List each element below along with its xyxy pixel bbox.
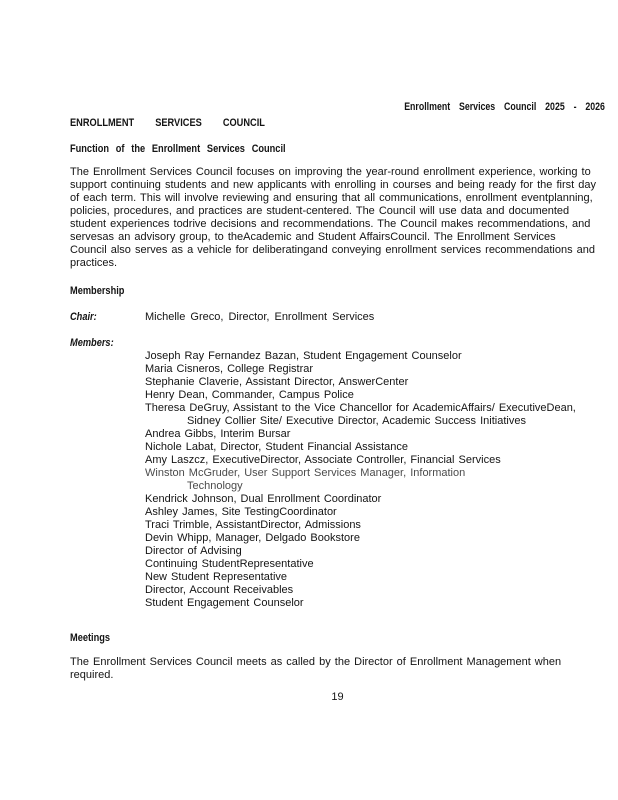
member-line: Winston McGruder, User Support Services Manager, Information xyxy=(145,467,466,479)
running-header-text: Enrollment Services Council 2025 - 2026 xyxy=(404,101,605,113)
member-line: New Student Representative xyxy=(145,571,288,583)
chair-label: Chair: xyxy=(70,311,97,323)
member-line: Amy Laszcz, ExecutiveDirector, Associate Controller, Financial Services xyxy=(145,454,501,466)
member-line: Maria Cisneros, College Registrar xyxy=(145,363,314,375)
member-line: Kendrick Johnson, Dual Enrollment Coordinator xyxy=(145,493,382,505)
page-number: 19 xyxy=(331,691,344,703)
paragraph-line: practices. xyxy=(70,257,118,269)
meetings-paragraph-line: The Enrollment Services Council meets as called by the Director of Enrollment Management when xyxy=(70,656,562,668)
membership-heading xyxy=(70,285,135,297)
function-heading-text: Function of the Enrollment Services Council xyxy=(70,143,286,155)
paragraph-line: The Enrollment Services Council focuses on improving the year-round enrollment experience, working to xyxy=(70,166,591,178)
document-title xyxy=(70,117,302,129)
membership-heading-text: Membership xyxy=(70,285,125,297)
paragraph-line: of each term. This will involve reviewing and ensuring that all communications, enrollment eventplanning, xyxy=(70,192,593,204)
member-line: Student Engagement Counselor xyxy=(145,597,304,609)
paragraph-line: policies, procedures, and practices are student-centered. The Council will use data and documented xyxy=(70,205,570,217)
member-line: Director, Account Receivables xyxy=(145,584,294,596)
function-paragraph xyxy=(70,166,618,270)
member-line-continuation: Sidney Collier Site/ Executive Director, Academic Success Initiatives xyxy=(187,415,526,427)
member-line: Joseph Ray Fernandez Bazan, Student Engagement Counselor xyxy=(145,350,462,362)
meetings-paragraph xyxy=(70,656,618,682)
paragraph-line: student experiences todrive decisions and recommendations. The Council makes recommendations, and xyxy=(70,218,591,230)
member-list xyxy=(145,350,605,610)
document-title-text: ENROLLMENT SERVICES COUNCIL xyxy=(70,117,265,129)
member-line: Director of Advising xyxy=(145,545,242,557)
paragraph-line: servesas an advisory group, to theAcademic and Student AffairsCouncil. The Enrollment Services xyxy=(70,231,556,243)
member-line: Henry Dean, Commander, Campus Police xyxy=(145,389,354,401)
member-line: Stephanie Claverie, Assistant Director, AnswerCenter xyxy=(145,376,409,388)
meetings-paragraph-line: required. xyxy=(70,669,114,681)
member-line: Ashley James, Site TestingCoordinator xyxy=(145,506,337,518)
member-line-continuation: Technology xyxy=(187,480,243,492)
meetings-heading-text: Meetings xyxy=(70,632,111,644)
member-line: Andrea Gibbs, Interim Bursar xyxy=(145,428,291,440)
member-line: Devin Whipp, Manager, Delgado Bookstore xyxy=(145,532,360,544)
member-line: Continuing StudentRepresentative xyxy=(145,558,314,570)
chair-row xyxy=(70,311,605,324)
paragraph-line: support continuing students and new applicants with enrolling in courses and being ready for the first day xyxy=(70,179,596,191)
member-line: Nichole Labat, Director, Student Financial Assistance xyxy=(145,441,409,453)
paragraph-line: Council also serves as a vehicle for deliberatingand conveying enrollment services recommendations and xyxy=(70,244,595,256)
meetings-heading xyxy=(70,632,118,644)
running-header xyxy=(70,101,605,113)
members-label-text: Members: xyxy=(70,337,114,349)
member-line: Theresa DeGruy, Assistant to the Vice Chancellor for AcademicAffairs/ ExecutiveDean, xyxy=(145,402,576,414)
member-line: Traci Trimble, AssistantDirector, Admissions xyxy=(145,519,361,531)
members-label xyxy=(70,337,122,349)
function-heading xyxy=(70,143,327,155)
chair-value: Michelle Greco, Director, Enrollment Services xyxy=(145,311,375,323)
